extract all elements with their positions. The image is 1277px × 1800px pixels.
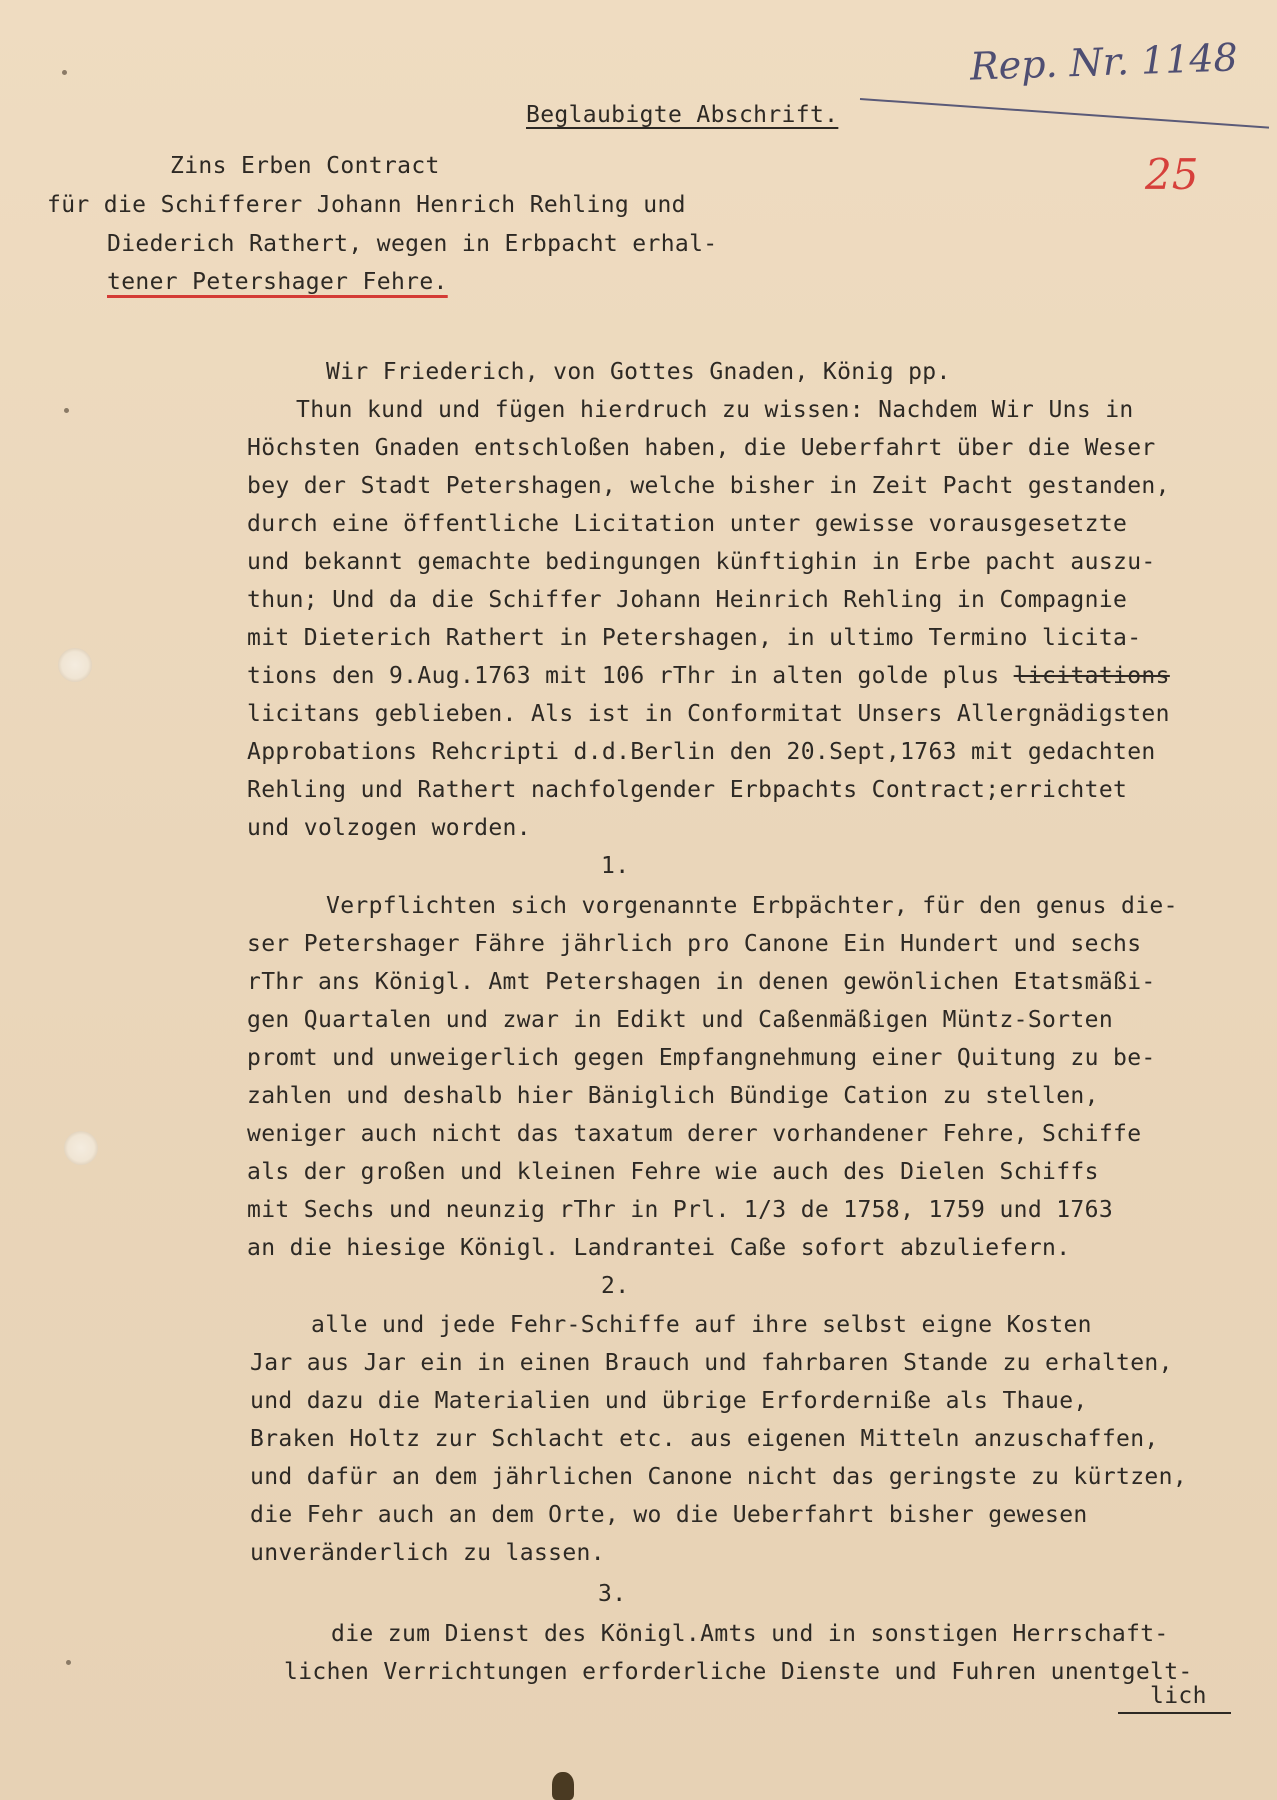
body-line-8: mit Dieterich Rathert in Petershagen, in ultimo Termino licita- [247,625,1142,651]
section-2-line-2: Jar aus Jar ein in einen Brauch und fahrbaren Stande zu erhalten, [250,1350,1173,1376]
section-1-line-9: mit Sechs und neunzig rThr in Prl. 1/3 de 1758, 1759 und 1763 [247,1197,1114,1223]
section-2-line-7: unveränderlich zu lassen. [250,1540,605,1566]
section-1-line-5: promt und unweigerlich gegen Empfangnehmung einer Quitung zu be- [247,1045,1156,1071]
paper-speck [66,1660,71,1665]
section-2-line-6: die Fehr auch an dem Orte, wo die Ueberfahrt bisher gewesen [250,1502,1088,1528]
section-1-line-1: Verpflichten sich vorgenannte Erbpächter, für den genus die- [326,893,1178,919]
body-line-9 [247,662,1170,690]
body-line-13: und volzogen worden. [247,815,531,841]
title-line-2: für die Schifferer Johann Henrich Rehling und [47,192,686,218]
body-line-1: Wir Friederich, von Gottes Gnaden, König pp. [326,359,951,385]
paper-speck [62,70,67,75]
section-number-2: 2. [601,1273,630,1299]
section-3-line-2: lichen Verrichtungen erforderliche Dienste und Fuhren unentgelt- [284,1659,1193,1685]
paper-speck [64,408,69,413]
catchword-underline [1118,1712,1231,1714]
section-1-line-7: weniger auch nicht das taxatum derer vorhandener Fehre, Schiffe [247,1121,1142,1147]
body-line-9-text: tions den 9.Aug.1763 mit 106 rThr in alten golde plus [247,663,1000,689]
punch-hole-upper [58,648,92,682]
body-line-6: und bekannt gemachte bedingungen künftighin in Erbe pacht auszu- [247,549,1156,575]
title-line-3: Diederich Rathert, wegen in Erbpacht erhal- [107,231,718,257]
section-number-1: 1. [601,853,630,879]
section-2-line-4: Braken Holtz zur Schlacht etc. aus eigenen Mitteln anzuschaffen, [250,1426,1159,1452]
body-line-3: Höchsten Gnaden entschloßen haben, die Ueberfahrt über die Weser [247,435,1156,461]
section-2-line-5: und dafür an dem jährlichen Canone nicht das geringste zu kürtzen, [250,1464,1188,1490]
body-line-2: Thun kund und fügen hierdruch zu wissen: Nachdem Wir Uns in [296,397,1134,423]
title-line-4: tener Petershager Fehre. [107,269,448,295]
document-header: Beglaubigte Abschrift. [526,102,839,128]
section-number-3: 3. [598,1581,627,1607]
archive-mark-underline [860,98,1269,129]
section-1-line-8: als der großen und kleinen Fehre wie auch des Dielen Schiffs [247,1159,1099,1185]
body-line-7: thun; Und da die Schiffer Johann Heinrich Rehling in Compagnie [247,587,1128,613]
body-line-12: Rehling und Rathert nachfolgender Erbpachts Contract;errichtet [247,777,1128,803]
folio-number: 25 [1145,150,1199,199]
section-2-line-1: alle und jede Fehr-Schiffe auf ihre selbst eigne Kosten [311,1312,1092,1338]
section-1-line-3: rThr ans Königl. Amt Petershagen in denen gewönlichen Etatsmäßi- [247,969,1156,995]
title-line-1: Zins Erben Contract [170,153,440,179]
archive-mark: Rep. Nr. 1148 [969,35,1239,89]
catchword: lich [1150,1683,1207,1709]
section-2-line-3: und dazu die Materialien und übrige Erforderniße als Thaue, [250,1388,1088,1414]
section-1-line-6: zahlen und deshalb hier Bäniglich Bündige Cation zu stellen, [247,1083,1099,1109]
section-1-line-2: ser Petershager Fähre jährlich pro Canone Ein Hundert und sechs [247,931,1142,957]
ink-stain [552,1772,574,1800]
body-line-5: durch eine öffentliche Licitation unter gewisse vorausgesetzte [247,511,1128,537]
section-1-line-10: an die hiesige Königl. Landrantei Caße sofort abzuliefern. [247,1235,1071,1261]
section-1-line-4: gen Quartalen und zwar in Edikt und Caßenmäßigen Müntz-Sorten [247,1007,1114,1033]
body-line-10: licitans geblieben. Als ist in Conformitat Unsers Allergnädigsten [247,701,1170,727]
punch-hole-lower [64,1131,98,1165]
section-3-line-1: die zum Dienst des Königl.Amts und in sonstigen Herrschaft- [331,1621,1169,1647]
body-line-11: Approbations Rehcripti d.d.Berlin den 20.Sept,1763 mit gedachten [247,739,1156,765]
body-line-4: bey der Stadt Petershagen, welche bisher in Zeit Pacht gestanden, [247,473,1170,499]
struck-word: licitations [1013,663,1170,689]
